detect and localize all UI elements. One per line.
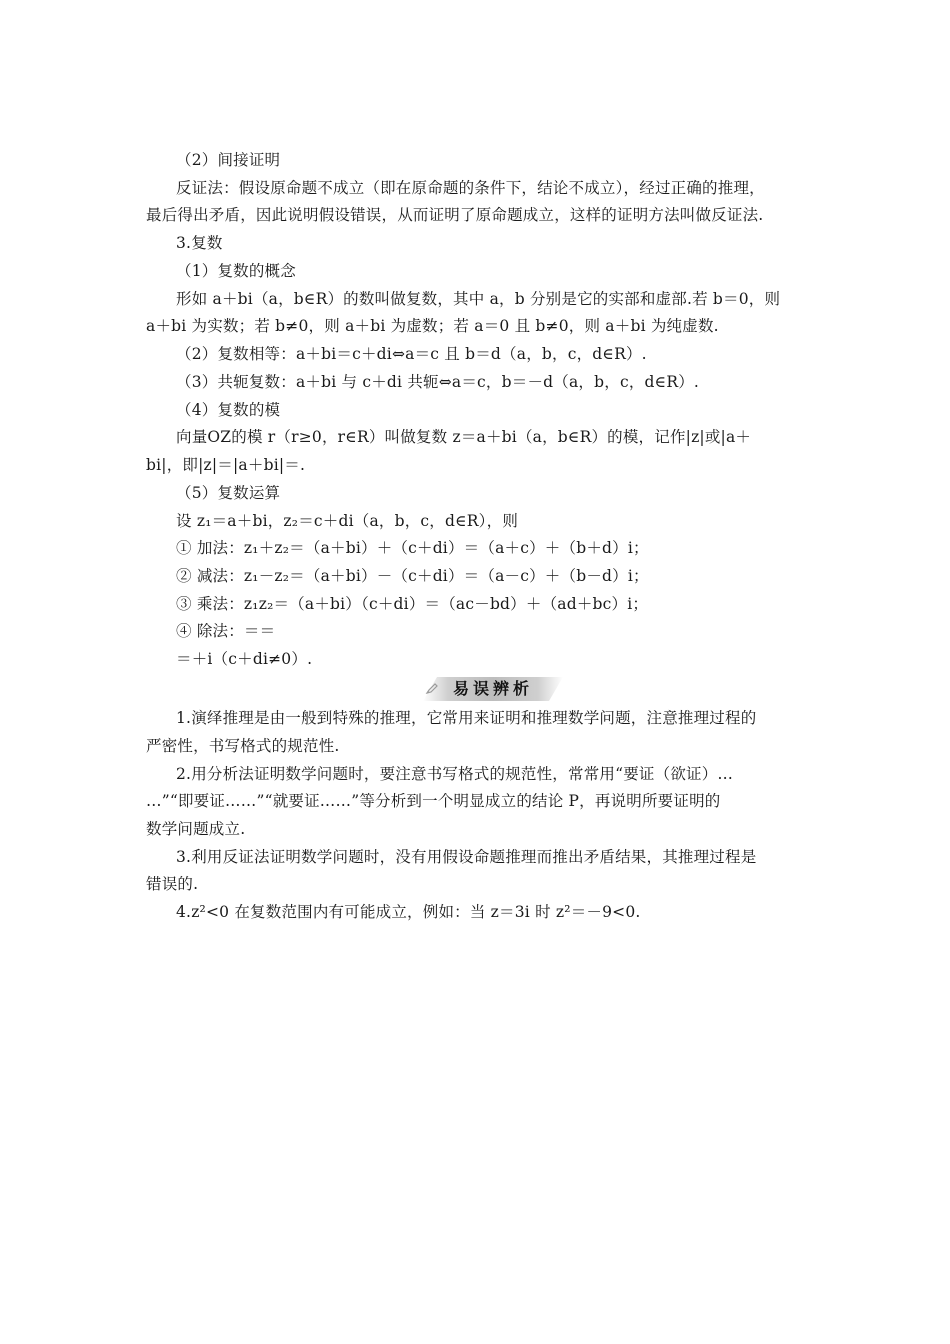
heading-indirect-proof: （2）间接证明 bbox=[176, 151, 281, 169]
paragraph-line: 数学问题成立. bbox=[146, 820, 246, 838]
formula-addition: ① 加法：z₁＋z₂＝（a＋bi）＋（c＋di）＝（a＋c）＋（b＋d）i； bbox=[176, 539, 649, 557]
paragraph-line: …”“即要证……”“就要证……”等分析到一个明显成立的结论 P，再说明所要证明的 bbox=[146, 792, 721, 810]
heading-operations: （5）复数运算 bbox=[176, 484, 281, 502]
paragraph-line: 形如 a＋bi（a，b∈R）的数叫做复数，其中 a，b 分别是它的实部和虚部.若 b＝0，则 bbox=[176, 290, 781, 308]
paragraph-line: 最后得出矛盾，因此说明假设错误，从而证明了原命题成立，这样的证明方法叫做反证法. bbox=[146, 206, 764, 224]
paragraph-line: bi|，即|z|＝|a＋bi|＝. bbox=[146, 456, 306, 474]
paragraph-line: 2.用分析法证明数学问题时，要注意书写格式的规范性，常常用“要证（欲证）… bbox=[176, 765, 734, 783]
paragraph-line: 4.z²<0 在复数范围内有可能成立，例如：当 z＝3i 时 z²＝－9<0. bbox=[176, 903, 641, 921]
paragraph-line: 严密性，书写格式的规范性. bbox=[146, 737, 340, 755]
heading-concept: （1）复数的概念 bbox=[176, 262, 296, 280]
paragraph-line: 1.演绎推理是由一般到特殊的推理，它常用来证明和推理数学问题，注意推理过程的 bbox=[176, 709, 757, 727]
banner-title: 易误辨析 bbox=[452, 679, 533, 698]
paragraph-line: （3）共轭复数：a＋bi 与 c＋di 共轭⇔a＝c，b＝－d（a，b，c，d∈R）. bbox=[176, 373, 700, 391]
paragraph-line: 设 z₁＝a＋bi，z₂＝c＋di（a，b，c，d∈R），则 bbox=[176, 512, 519, 530]
formula-subtraction: ② 减法：z₁－z₂＝（a＋bi）－（c＋di）＝（a－c）＋（b－d）i； bbox=[176, 567, 649, 585]
paragraph-line: （2）复数相等：a＋bi＝c＋di⇔a＝c 且 b＝d（a，b，c，d∈R）. bbox=[176, 345, 647, 363]
paragraph-line: 错误的. bbox=[146, 875, 199, 893]
formula-multiplication: ③ 乘法：z₁z₂＝（a＋bi）（c＋di）＝（ac－bd）＋（ad＋bc）i； bbox=[176, 595, 649, 613]
heading-modulus: （4）复数的模 bbox=[176, 401, 281, 419]
paragraph-line: 3.利用反证法证明数学问题时，没有用假设命题推理而推出矛盾结果，其推理过程是 bbox=[176, 848, 757, 866]
paragraph-line: 反证法：假设原命题不成立（即在原命题的条件下，结论不成立），经过正确的推理， bbox=[176, 179, 765, 197]
formula-division-result: ＝＋i（c＋di≠0）. bbox=[176, 650, 313, 668]
paragraph-line: a＋bi 为实数；若 b≠0，则 a＋bi 为虚数；若 a＝0 且 b≠0，则 a＋bi 为纯虚数. bbox=[146, 317, 719, 335]
paragraph-line: 向量OZ的模 r（r≥0，r∈R）叫做复数 z＝a＋bi（a，b∈R）的模，记作|z|或|a＋ bbox=[176, 428, 752, 446]
section-banner bbox=[423, 677, 563, 701]
heading-complex-numbers: 3.复数 bbox=[176, 234, 223, 252]
formula-division: ④ 除法：＝＝ bbox=[176, 622, 276, 640]
